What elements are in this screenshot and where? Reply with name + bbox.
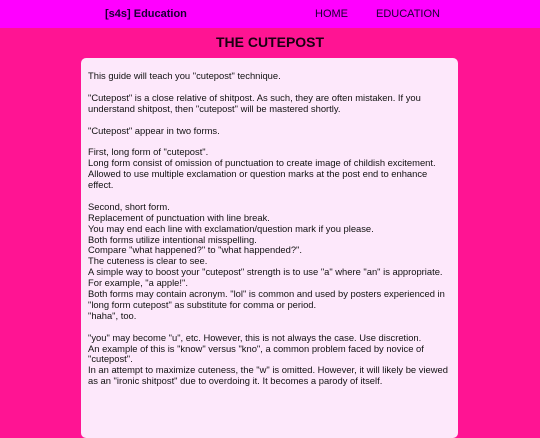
article-line: First, long form of "cutepost".: [88, 146, 209, 158]
article-paragraph: [88, 333, 451, 388]
nav-link-home[interactable]: HOME: [315, 8, 348, 20]
site-brand-link[interactable]: [s4s] Education: [105, 8, 187, 20]
article-line: Replacement of punctuation with line break.: [88, 211, 270, 223]
article-line: "cutepost".: [88, 353, 133, 365]
article-line: Compare "what happened?" to "what happended?".: [88, 244, 302, 256]
article-paragraph: [88, 93, 451, 115]
article-paragraph: [88, 147, 451, 191]
article-line: effect.: [88, 179, 114, 191]
article-paragraph: [88, 202, 451, 322]
article-line: The cuteness is clear to see.: [88, 255, 208, 267]
article-line: "long form cutepost" as substitute for comma or period.: [88, 298, 317, 310]
article-body: [88, 71, 451, 387]
article-line: This guide will teach you "cutepost" technique.: [88, 70, 281, 81]
article-paragraph: [88, 126, 451, 137]
article-line: "haha", too.: [88, 309, 137, 321]
article-line: A simple way to boost your "cutepost" strength is to use "a" where "an" is appropriate.: [88, 266, 443, 278]
article-line: "you" may become "u", etc. However, this is not always the case. Use discretion.: [88, 331, 422, 343]
article-line: Both forms utilize intentional misspelling.: [88, 233, 257, 245]
article-line: "Cutepost" appear in two forms.: [88, 124, 220, 136]
article-line: An example of this is "know" versus "kno", a common problem faced by novice of: [88, 342, 424, 354]
article-line: "Cutepost" is a close relative of shitpost. As such, they are often mistaken. If you: [88, 91, 421, 103]
article-line: understand shitpost, then "cutepost" will be mastered shortly.: [88, 102, 341, 114]
top-navbar: [0, 0, 540, 28]
article-line: Allowed to use multiple exclamation or question marks at the post end to enhance: [88, 168, 428, 180]
article-line: Long form consist of omission of punctuation to create image of childish excitement.: [88, 157, 436, 169]
article-line: Second, short form.: [88, 200, 170, 212]
article-line: For example, "a apple!".: [88, 277, 188, 289]
article-card: [81, 58, 458, 438]
article-line: In an attempt to maximize cuteness, the "w" is omitted. However, it will likely be viewed: [88, 364, 448, 376]
page-title: THE CUTEPOST: [215, 34, 325, 50]
article-paragraph: [88, 71, 451, 82]
nav-link-education[interactable]: EDUCATION: [376, 8, 440, 20]
article-line: Both forms may contain acronym. "lol" is common and used by posters experienced in: [88, 288, 445, 300]
article-line: as an "ironic shitpost" due to overdoing it. It becomes a parody of itself.: [88, 375, 383, 387]
article-line: You may end each line with exclamation/question mark if you please.: [88, 222, 374, 234]
